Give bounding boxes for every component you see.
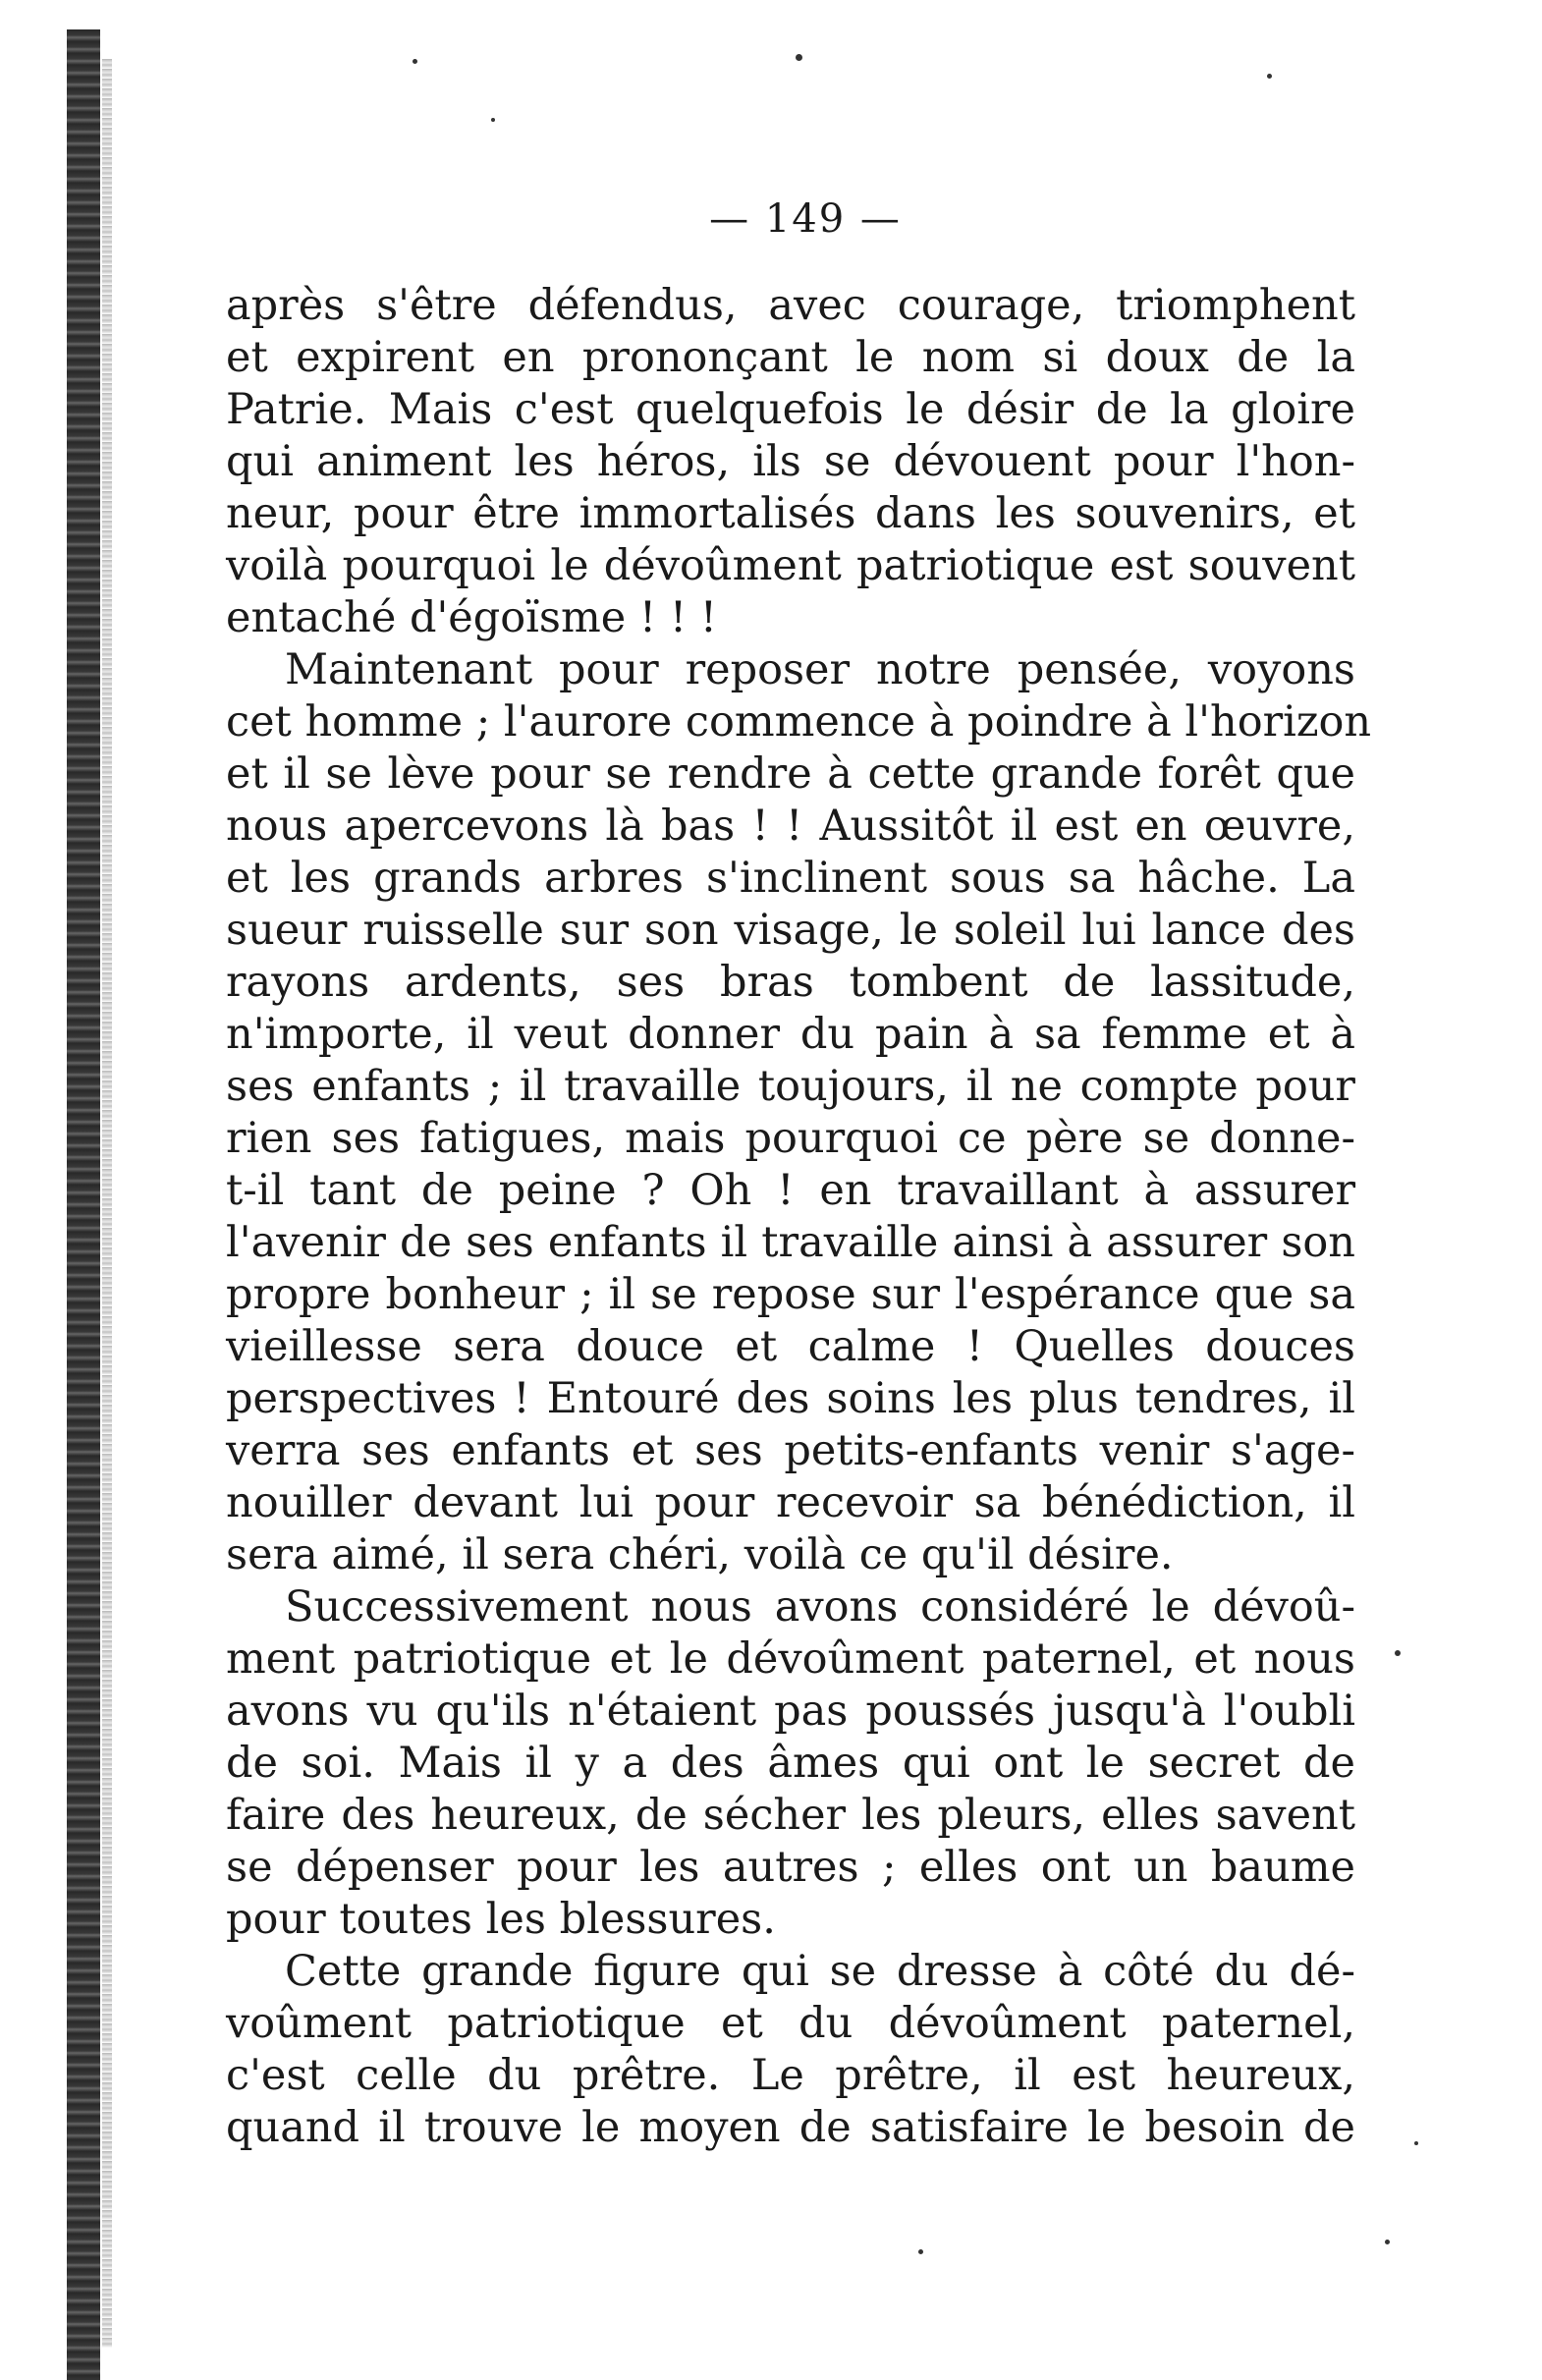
text-line: c'est celle du prêtre. Le prêtre, il est heureux, [226, 2051, 1355, 2100]
print-speck [413, 59, 417, 64]
text-line: verra ses enfants et ses petits-enfants venir s'age- [226, 1426, 1355, 1475]
print-speck [796, 54, 802, 61]
text-line: neur, pour être immortalisés dans les souvenirs, et [226, 489, 1355, 538]
text-line: n'importe, il veut donner du pain à sa femme et à [226, 1010, 1355, 1059]
text-line: rien ses fatigues, mais pourquoi ce père se donne- [226, 1114, 1355, 1163]
print-speck [491, 118, 495, 122]
print-speck [1267, 74, 1272, 79]
page-body [226, 280, 1372, 2154]
book-binding-shadow [102, 59, 112, 2348]
text-line: ment patriotique et le dévoûment paternel, et nous [226, 1634, 1355, 1684]
paragraph-4 [226, 1946, 1355, 2154]
text-line: cet homme ; l'aurore commence à poindre à l'horizon [226, 697, 1372, 747]
text-line: de soi. Mais il y a des âmes qui ont le secret de [226, 1739, 1355, 1788]
text-line: nouiller devant lui pour recevoir sa bénédiction, il [226, 1478, 1355, 1527]
text-line: se dépenser pour les autres ; elles ont un baume [226, 1843, 1355, 1892]
text-line: perspectives ! Entouré des soins les plus tendres, il [226, 1374, 1355, 1423]
text-line: sueur ruisselle sur son visage, le soleil lui lance des [226, 906, 1355, 955]
text-line: ses enfants ; il travaille toujours, il ne compte pour [226, 1062, 1355, 1111]
paragraph-3 [226, 1581, 1355, 1946]
text-line: faire des heureux, de sécher les pleurs, elles savent [226, 1791, 1355, 1840]
text-line: voilà pourquoi le dévoûment patriotique est souvent [226, 541, 1355, 590]
text-line: et les grands arbres s'inclinent sous sa hâche. La [226, 854, 1355, 903]
text-line: avons vu qu'ils n'étaient pas poussés jusqu'à l'oubli [226, 1687, 1355, 1736]
text-line: Cette grande figure qui se dresse à côté du dé- [285, 1947, 1355, 1996]
text-line: entaché d'égoïsme ! ! ! [226, 593, 718, 642]
text-line: nous apercevons là bas ! ! Aussitôt il est en œuvre, [226, 802, 1355, 851]
text-line: Maintenant pour reposer notre pensée, voyons [285, 645, 1355, 694]
text-line: pour toutes les blessures. [226, 1895, 776, 1944]
paragraph-2 [226, 644, 1372, 1581]
text-line: Patrie. Mais c'est quelquefois le désir de la gloire [226, 385, 1355, 434]
print-speck [1395, 1650, 1401, 1656]
text-line: et il se lève pour se rendre à cette grande forêt que [226, 749, 1355, 799]
print-speck [1385, 2240, 1390, 2244]
text-line: qui animent les héros, ils se dévouent pour l'hon- [226, 437, 1355, 486]
text-line: Successivement nous avons considéré le dévoû- [285, 1582, 1355, 1632]
text-line: propre bonheur ; il se repose sur l'espérance que sa [226, 1270, 1355, 1319]
text-line: t-il tant de peine ? Oh ! en travaillant à assurer [226, 1166, 1355, 1215]
text-line: après s'être défendus, avec courage, triomphent [226, 281, 1355, 330]
book-binding-edge [67, 29, 100, 2380]
text-line: l'avenir de ses enfants il travaille ainsi à assurer son [226, 1218, 1355, 1267]
text-line: vieillesse sera douce et calme ! Quelles douces [226, 1322, 1355, 1371]
text-line: sera aimé, il sera chéri, voilà ce qu'il désire. [226, 1530, 1174, 1579]
text-line: voûment patriotique et du dévoûment paternel, [226, 1999, 1355, 2048]
paragraph-1 [226, 280, 1355, 644]
print-speck [1414, 2141, 1418, 2145]
text-line: quand il trouve le moyen de satisfaire le besoin de [226, 2103, 1355, 2152]
print-speck [918, 2249, 923, 2254]
page-number: — 149 — [709, 196, 902, 242]
text-line: et expirent en prononçant le nom si doux de la [226, 333, 1355, 382]
text-line: rayons ardents, ses bras tombent de lassitude, [226, 958, 1355, 1007]
